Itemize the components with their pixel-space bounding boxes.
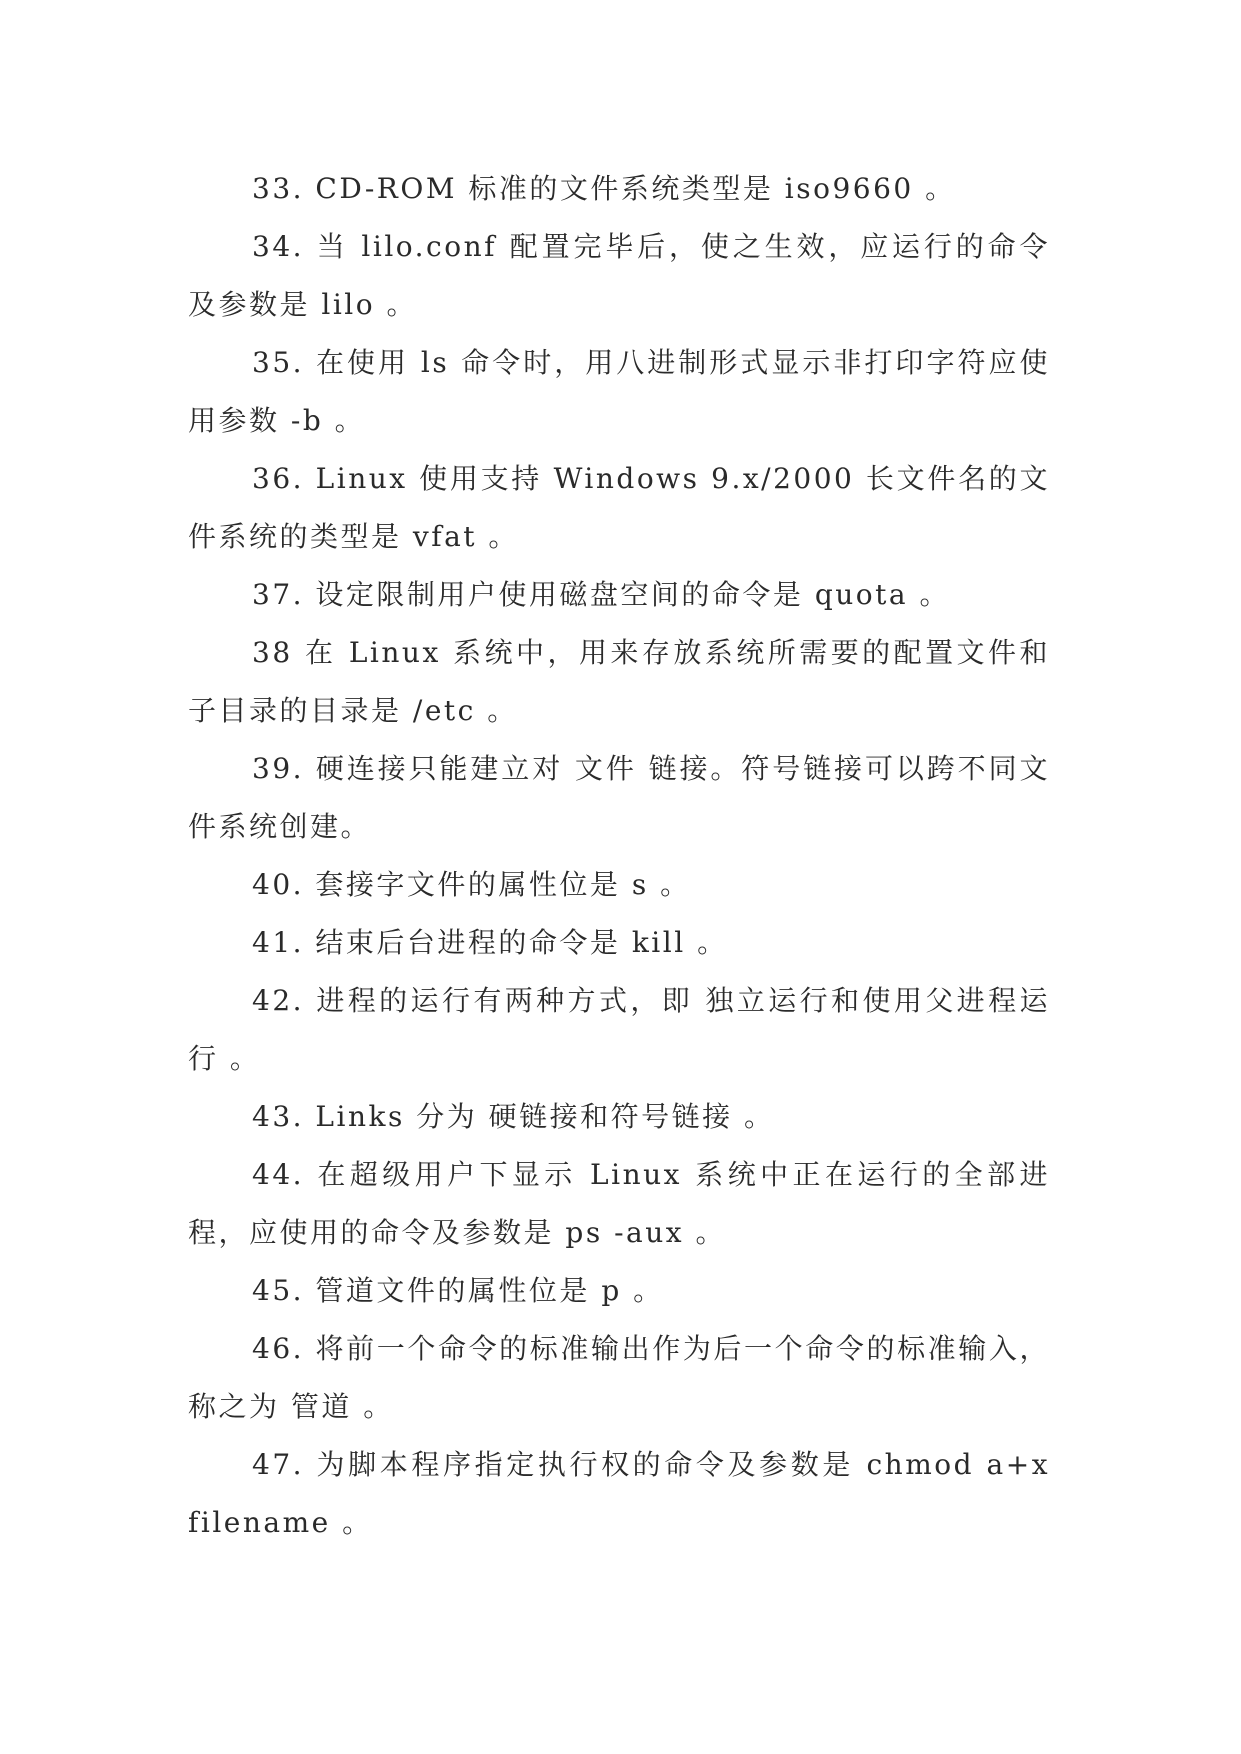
question-47: 47. 为脚本程序指定执行权的命令及参数是 chmod a+x filename 。 xyxy=(188,1448,1050,1539)
question-33: 33. CD-ROM 标准的文件系统类型是 iso9660 。 xyxy=(252,172,956,205)
question-43: 43. Links 分为 硬链接和符号链接 。 xyxy=(252,1100,775,1133)
question-36: 36. Linux 使用支持 Windows 9.x/2000 长文件名的文件系统的类型是 vfat 。 xyxy=(188,462,1050,553)
question-42: 42. 进程的运行有两种方式，即 独立运行和使用父进程运行 。 xyxy=(188,984,1050,1075)
question-40: 40. 套接字文件的属性位是 s 。 xyxy=(252,868,691,901)
document-body xyxy=(188,160,1050,1552)
question-38: 38 在 Linux 系统中，用来存放系统所需要的配置文件和子目录的目录是 /etc 。 xyxy=(188,636,1050,727)
question-35: 35. 在使用 ls 命令时，用八进制形式显示非打印字符应使用参数 -b 。 xyxy=(188,346,1050,437)
question-37: 37. 设定限制用户使用磁盘空间的命令是 quota 。 xyxy=(252,578,950,611)
question-46: 46. 将前一个命令的标准输出作为后一个命令的标准输入，称之为 管道 。 xyxy=(188,1332,1050,1423)
question-39: 39. 硬连接只能建立对 文件 链接。符号链接可以跨不同文件系统创建。 xyxy=(188,752,1050,843)
question-41: 41. 结束后台进程的命令是 kill 。 xyxy=(252,926,728,959)
question-45: 45. 管道文件的属性位是 p 。 xyxy=(252,1274,664,1307)
question-44: 44. 在超级用户下显示 Linux 系统中正在运行的全部进程，应使用的命令及参数是 ps -aux 。 xyxy=(188,1158,1050,1249)
question-34: 34. 当 lilo.conf 配置完毕后，使之生效，应运行的命令及参数是 lilo 。 xyxy=(188,230,1050,321)
